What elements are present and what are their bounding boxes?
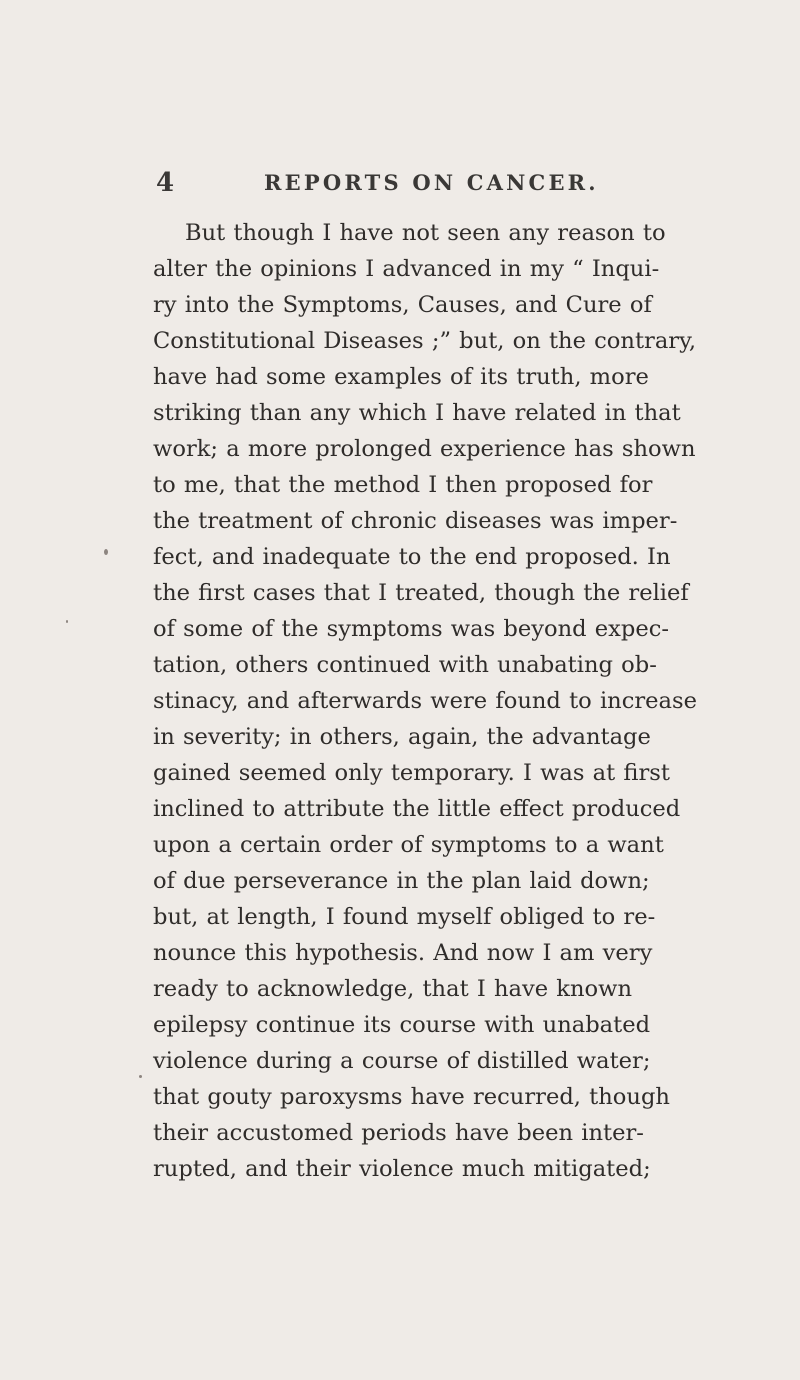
text-line: inclined to attribute the little effect produced: [153, 796, 681, 822]
text-line: of due perseverance in the plan laid down;: [153, 868, 650, 894]
text-line: but, at length, I found myself obliged to re-: [153, 904, 656, 930]
text-line: alter the opinions I advanced in my “ Inqui-: [153, 256, 660, 282]
text-line: have had some examples of its truth, more: [153, 364, 649, 390]
text-line: the treatment of chronic diseases was imper-: [153, 508, 678, 534]
running-title: REPORTS ON CANCER.: [264, 170, 599, 195]
text-line: to me, that the method I then proposed for: [153, 472, 653, 498]
text-line: gained seemed only temporary. I was at first: [153, 760, 670, 786]
text-line: ry into the Symptoms, Causes, and Cure of: [153, 292, 652, 318]
text-line: rupted, and their violence much mitigated;: [153, 1156, 651, 1182]
page-header: [0, 168, 800, 198]
body-paragraph: [153, 215, 800, 1187]
paper-speck: [66, 620, 68, 623]
text-line: of some of the symptoms was beyond expec-: [153, 616, 669, 642]
text-line: striking than any which I have related in that: [153, 400, 681, 426]
text-line: ready to acknowledge, that I have known: [153, 976, 633, 1002]
paper-speck: [104, 549, 108, 555]
text-line: the first cases that I treated, though the relief: [153, 580, 689, 606]
text-line: upon a certain order of symptoms to a want: [153, 832, 664, 858]
text-line: tation, others continued with unabating ob-: [153, 652, 657, 678]
text-line: But though I have not seen any reason to: [185, 220, 666, 246]
text-line: fect, and inadequate to the end proposed. In: [153, 544, 671, 570]
text-line: work; a more prolonged experience has shown: [153, 436, 696, 462]
page-number: 4: [156, 168, 175, 198]
text-line: epilepsy continue its course with unabated: [153, 1012, 651, 1038]
text-line: nounce this hypothesis. And now I am very: [153, 940, 653, 966]
text-line: Constitutional Diseases ;” but, on the contrary,: [153, 328, 697, 354]
text-line: that gouty paroxysms have recurred, though: [153, 1084, 670, 1110]
text-line: violence during a course of distilled water;: [153, 1048, 651, 1074]
text-line: their accustomed periods have been inter-: [153, 1120, 644, 1146]
paper-speck: [139, 1075, 142, 1078]
text-line: stinacy, and afterwards were found to increase: [153, 688, 697, 714]
text-line: in severity; in others, again, the advantage: [153, 724, 651, 750]
